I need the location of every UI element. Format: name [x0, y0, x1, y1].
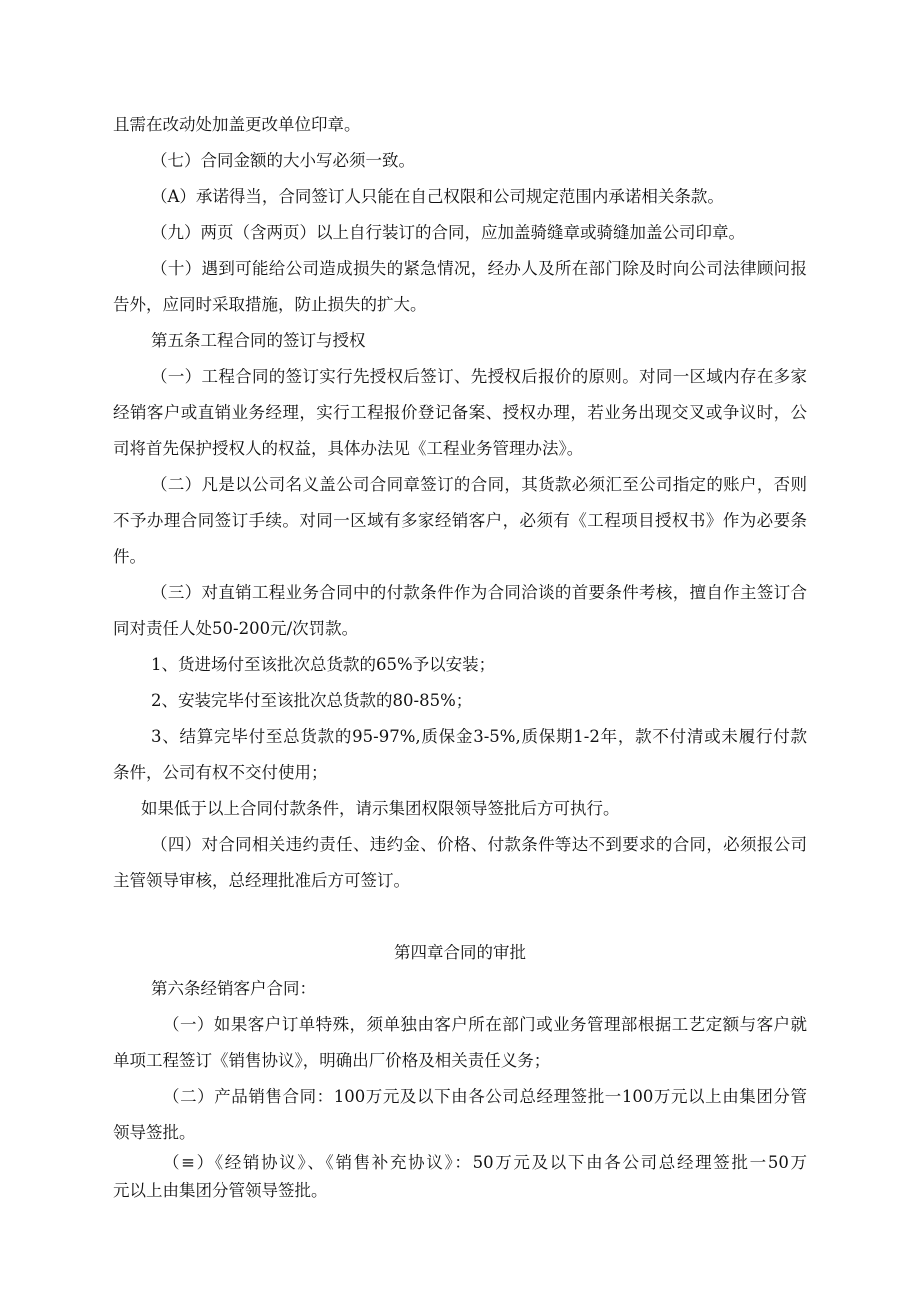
text-line: （二）产品销售合同：100万元及以下由各公司总经理签批一100万元以上由集团分管 — [163, 1087, 807, 1106]
text-line: （一）如果客户订单特殊，须单独由客户所在部门或业务管理部根据工艺定额与客户就 — [163, 1015, 807, 1034]
text-line: 告外，应同时采取措施，防止损失的扩大。 — [113, 295, 427, 314]
text-line: 件。 — [113, 547, 146, 566]
chapter-heading: 第四章合同的审批 — [394, 943, 526, 962]
text-line: （三）对直销工程业务合同中的付款条件作为合同洽谈的首要条件考核，擅自作主签订合 — [151, 583, 807, 602]
text-line: 经销客户或直销业务经理，实行工程报价登记备案、授权办理，若业务出现交叉或争议时，公 — [113, 403, 807, 422]
section-heading: 第六条经销客户合同： — [151, 979, 316, 998]
text-line: 同对责任人处50-200元/次罚款。 — [113, 619, 359, 638]
text-line: （一）工程合同的签订实行先授权后签订、先授权后报价的原则。对同一区域内存在多家 — [151, 367, 807, 386]
text-line: （十）遇到可能给公司造成损失的紧急情况，经办人及所在部门除及时向公司法律顾问报 — [151, 259, 807, 278]
text-line: 3、结算完毕付至总货款的95-97%,质保金3-5%,质保期1-2年，款不付清或未履行付款 — [151, 727, 807, 746]
text-line: （九）两页（含两页）以上自行装订的合同，应加盖骑缝章或骑缝加盖公司印章。 — [151, 223, 745, 242]
section-heading: 第五条工程合同的签订与授权 — [151, 331, 366, 350]
text-line: （二）凡是以公司名义盖公司合同章签订的合同，其货款必须汇至公司指定的账户，否则 — [151, 475, 807, 494]
text-line: （A）承诺得当，合同签订人只能在自己权限和公司规定范围内承诺相关条款。 — [151, 187, 724, 206]
text-line: 主管领导审核，总经理批准后方可签订。 — [113, 871, 410, 890]
text-line: （四）对合同相关违约责任、违约金、价格、付款条件等达不到要求的合同，必须报公司 — [151, 835, 807, 854]
text-line: 不予办理合同签订手续。对同一区域有多家经销客户，必须有《工程项目授权书》作为必要条 — [113, 511, 807, 530]
text-line: 1、货进场付至该批次总货款的65%予以安装； — [151, 655, 496, 674]
text-line: 2、安装完毕付至该批次总货款的80-85%； — [151, 691, 473, 710]
text-line: （七）合同金额的大小写必须一致。 — [151, 151, 415, 170]
text-line: 且需在改动处加盖更改单位印章。 — [113, 115, 361, 134]
text-line: 条件，公司有权不交付使用； — [113, 763, 328, 782]
text-line: 如果低于以上合同付款条件，请示集团权限领导签批后方可执行。 — [141, 799, 620, 818]
text-line: 领导签批。 — [113, 1123, 196, 1142]
text-line: 司将首先保护授权人的权益，具体办法见《工程业务管理办法》。 — [113, 439, 584, 458]
text-line: （≡）《经销协议》、《销售补充协议》：50万元及以下由各公司总经理签批一50万 — [163, 1153, 807, 1172]
text-line: 单项工程签订《销售协议》，明确出厂价格及相关责任义务； — [113, 1051, 551, 1070]
text-line: 元以上由集团分管领导签批。 — [113, 1181, 328, 1200]
